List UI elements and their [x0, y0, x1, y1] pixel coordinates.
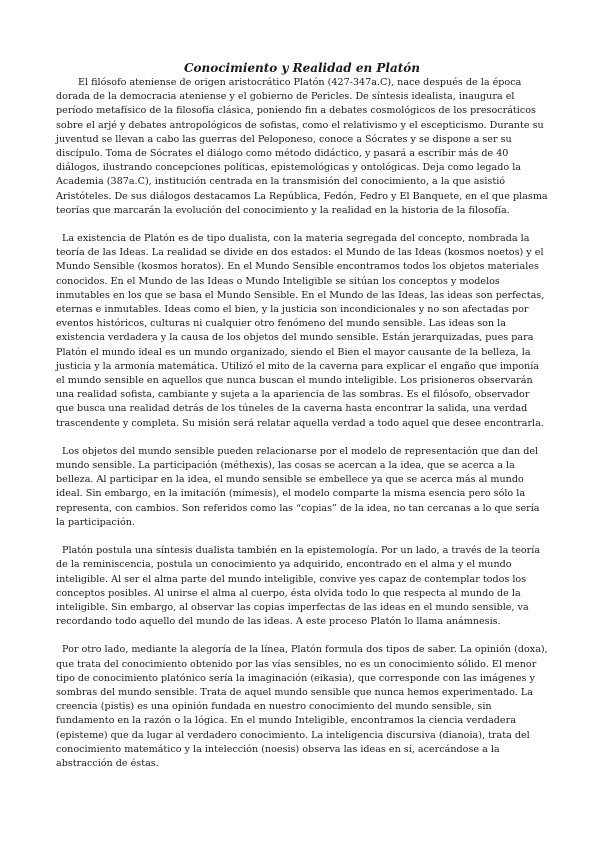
- paragraph-divided-line: Por otro lado, mediante la alegoría de la línea, Platón formula dos tipos de saber. La opinión (doxa), que trata del conocimiento obtenido por las vías sensibles, no es un conocimiento sólido. El menor tipo de conocimiento platónico sería la imaginación (eikasia), que corresponde con las imágenes y sombras del mundo sensible. Trata de aquel mundo sensible que nunca hemos experimentado. La creencia (pistis) es una opinión fundada en nuestro conocimiento del mundo sensible, sin fundamento en la razón o la lógica. En el mundo Inteligible, encontramos la ciencia verdadera (episteme) que da lugar al verdadero conocimiento. La inteligencia discursiva (dianoia), trata del conocimiento matemático y la intelección (noesis) observa las ideas en sí, acercándose a la abstracción de éstas.: [56, 644, 548, 769]
- paragraph-intro: El filósofo ateniense de origen aristocrático Platón (427-347a.C), nace después de la época dorada de la democracia ateniense y el gobierno de Pericles. De síntesis idealista, inaugura el período metafísico de la filosofía clásica, poniendo fin a debates cosmológicos de los presocráticos sobre el arjé y debates antropológicos de sofistas, como el relativismo y el escepticismo. Durante su juventud se llevan a cabo las guerras del Peloponeso, conoce a Sócrates y se dispone a ser su discípulo. Toma de Sócrates el diálogo como método didáctico, y pasará a escribir más de 40 diálogos, ilustrando concepciones políticas, epistemológicas y ontológicas. Deja como legado la Academia (387a.C), institución centrada en la transmisión del conocimiento, a la que asistió Aristóteles. De sus diálogos destacamos La República, Fedón, Fedro y El Banquete, en el que plasma teorías que marcarán la evolución del conocimiento y la realidad en la historia de la filosofía.: [56, 77, 548, 216]
- document-page: [56, 60, 548, 771]
- document-title: Conocimiento y Realidad en Platón: [183, 61, 421, 75]
- paragraph-participation-imitation: Los objetos del mundo sensible pueden relacionarse por el modelo de representación que dan del mundo sensible. La participación (méthexis), las cosas se acercan a la idea, que se acerca a la belleza. Al participar en la idea, el mundo sensible se embellece ya que se acerca más al mundo ideal. Sin embargo, en la imitación (mímesis), el modelo comparte la misma esencia pero sólo la representa, con cambios. Son referidos como las “copias” de la idea, no tan cercanas a lo que sería la participación.: [56, 445, 540, 528]
- paragraph-theory-of-ideas: La existencia de Platón es de tipo dualista, con la materia segregada del concepto, nombrada la teoría de las Ideas. La realidad se divide en dos estados: el Mundo de las Ideas (kosmos noetos) y el Mundo Sensible (kosmos horatos). En el Mundo Sensible encontramos todos los objetos materiales conocidos. En el Mundo de las Ideas o Mundo Inteligible se sitúan los conceptos y modelos inmutables en los que se basa el Mundo Sensible. En el Mundo de las Ideas, las ideas son perfectas, eternas e inmutables. Ideas como el bien, y la justicia son incondicionales y no son afectadas por eventos históricos, culturas ni cualquier otro fenómeno del mundo sensible. Las ideas son la existencia verdadera y la causa de los objetos del mundo sensible. Están jerarquizadas, pues para Platón el mundo ideal es un mundo organizado, siendo el Bien el mayor causante de la belleza, la justicia y la armonía matemática. Utilizó el mito de la caverna para explicar el engaño que imponía el mundo sensible en aquellos que nunca buscan el mundo inteligible. Los prisioneros observarán una realidad sofista, cambiante y sujeta a la apariencia de las sombras. Es el filósofo, observador que busca una realidad detrás de los túneles de la caverna hasta encontrar la salida, una verdad trascendente y completa. Su misión será relatar aquella verdad a todo aquel que desee encontrarla.: [56, 233, 545, 429]
- paragraph-reminiscence: Platón postula una síntesis dualista también en la epistemología. Por un lado, a través de la teoría de la reminiscencia, postula un conocimiento ya adquirido, encontrado en el alma y el mundo inteligible. Al ser el alma parte del mundo inteligible, convive yes capaz de contemplar todos los conceptos posibles. Al unirse el alma al cuerpo, ésta olvida todo lo que respecta al mundo de la inteligible. Sin embargo, al observar las copias imperfectas de las ideas en el mundo sensible, va recordando todo aquello del mundo de las ideas. A este proceso Platón lo llama anámnesis.: [56, 545, 541, 628]
